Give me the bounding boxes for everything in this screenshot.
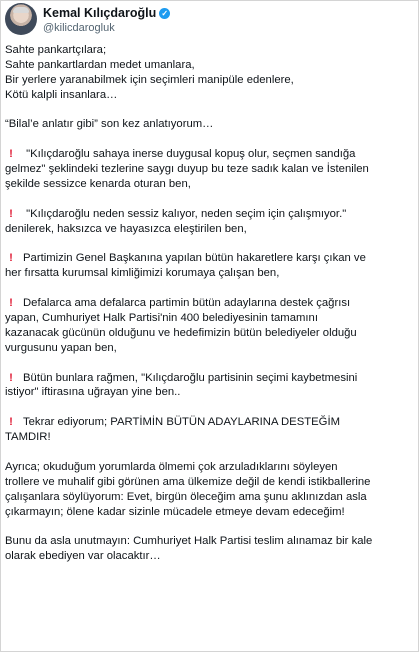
text-line xyxy=(5,251,411,266)
text-line-content: trollere ve muhalif gibi görünen ama ülkemize değil de kendi istikballerine xyxy=(5,475,371,488)
red-exclamation-icon: ! xyxy=(9,416,13,429)
text-line-content: istiyor" iftirasına uğrayan yine ben.. xyxy=(5,386,181,399)
avatar[interactable] xyxy=(5,3,37,35)
text-line xyxy=(5,326,411,341)
text-line-content: gelmez" şeklindeki tezlerine saygı duyup bu teze sadık kalan ve İstenilen xyxy=(5,163,369,176)
text-line-content: Sahte pankartlardan medet umanlara, xyxy=(5,58,195,71)
blank-line xyxy=(5,192,411,207)
text-line-content: yapan, Cumhuriyet Halk Partisi'nin 400 belediyesinin tamamını xyxy=(5,312,318,325)
text-line-content: olarak ebediyen var olacaktır… xyxy=(5,550,161,563)
text-line-content: Defalarca ama defalarca partimin bütün adaylarına destek çağrısı xyxy=(23,297,351,310)
blank-line xyxy=(5,132,411,147)
text-line xyxy=(5,177,411,192)
red-exclamation-icon: ! xyxy=(9,371,13,384)
author-name[interactable] xyxy=(43,6,170,20)
blank-line xyxy=(5,520,411,535)
text-line xyxy=(5,147,411,162)
text-line xyxy=(5,490,411,505)
verified-badge-icon: ✓ xyxy=(159,8,170,19)
author-handle[interactable]: @kilicdarogluk xyxy=(43,22,115,34)
text-line xyxy=(5,549,411,564)
text-line-content: çıkarmayın; ölene kadar sizinle mücadele etmeye devam edeceğim! xyxy=(5,505,345,518)
text-line xyxy=(5,88,411,103)
text-line-content: Bütün bunlara rağmen, "Kılıçdaroğlu partisinin seçimi kaybetmesini xyxy=(23,371,358,384)
text-line xyxy=(5,534,411,549)
text-line-content: TAMDIR! xyxy=(5,431,51,444)
text-line xyxy=(5,415,411,430)
text-line xyxy=(5,162,411,177)
text-line-content: şekilde sessizce kenarda oturan ben, xyxy=(5,178,191,191)
text-line-content: kazanacak gücünün olduğunu ve hedefimizin bütün belediyeler olduğu xyxy=(5,326,357,339)
text-line xyxy=(5,311,411,326)
red-exclamation-icon: ! xyxy=(9,252,13,265)
text-line-content: çalışanlara söylüyorum: Evet, birgün öleceğim ama şunu aklınızdan asla xyxy=(5,490,367,503)
red-exclamation-icon: ! xyxy=(9,297,13,310)
text-line xyxy=(5,371,411,386)
text-line xyxy=(5,43,411,58)
text-line-content: Bunu da asla unutmayın: Cumhuriyet Halk Partisi teslim alınamaz bir kale xyxy=(5,535,373,548)
text-line-content: Ayrıca; okuduğum yorumlarda ölmemi çok arzuladıklarını söyleyen xyxy=(5,460,338,473)
text-line-content: Tekrar ediyorum; PARTİMİN BÜTÜN ADAYLARINA DESTEĞİM xyxy=(23,416,341,429)
red-exclamation-icon: ! xyxy=(9,207,13,220)
text-line xyxy=(5,385,411,400)
text-line xyxy=(5,341,411,356)
red-exclamation-icon: ! xyxy=(9,148,13,161)
text-line xyxy=(5,475,411,490)
text-line-content: her fırsatta kurumsal kimliğimizi korumaya çalışan ben, xyxy=(5,267,280,280)
text-line xyxy=(5,505,411,520)
blank-line xyxy=(5,356,411,371)
text-line xyxy=(5,222,411,237)
blank-line xyxy=(5,400,411,415)
text-line-content: Sahte pankartçılara; xyxy=(5,44,107,56)
post-text xyxy=(5,43,411,564)
text-line-content: “Bilal’e anlatır gibi” son kez anlatıyorum… xyxy=(5,118,214,131)
blank-line xyxy=(5,281,411,296)
text-line xyxy=(5,430,411,445)
text-line xyxy=(5,117,411,132)
text-line-content: "Kılıçdaroğlu sahaya inerse duygusal kopuş olur, seçmen sandığa xyxy=(23,148,356,161)
text-line-content: vurgusunu yapan ben, xyxy=(5,341,117,354)
blank-line xyxy=(5,103,411,118)
text-line-content: Kötü kalpli insanlara… xyxy=(5,88,118,101)
blank-line xyxy=(5,445,411,460)
text-line-content: "Kılıçdaroğlu neden sessiz kalıyor, neden seçim için çalışmıyor." xyxy=(23,207,347,220)
blank-line xyxy=(5,237,411,252)
text-line xyxy=(5,73,411,88)
author-display-name[interactable]: Kemal Kılıçdaroğlu xyxy=(43,6,157,20)
text-line-content: Bir yerlere yaranabilmek için seçimleri manipüle edenlere, xyxy=(5,73,294,86)
text-line xyxy=(5,296,411,311)
text-line xyxy=(5,460,411,475)
text-line xyxy=(5,266,411,281)
text-line-content: Partimizin Genel Başkanına yapılan bütün hakaretlere karşı çıkan ve xyxy=(23,252,366,265)
post-header xyxy=(5,3,405,39)
text-line xyxy=(5,207,411,222)
text-line-content: denilerek, haksızca ve hayasızca eleştirilen ben, xyxy=(5,222,247,235)
text-line xyxy=(5,58,411,73)
